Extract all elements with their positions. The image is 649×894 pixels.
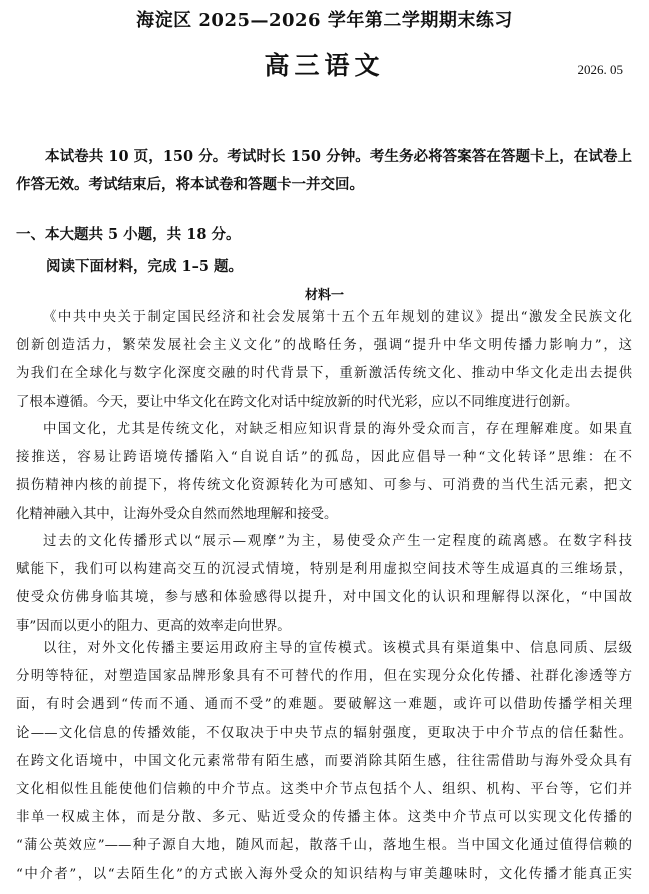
passage-line: 过去的文化传播形式以“展示—观摩”为主，易使受众产生一定程度的疏离感。在数字科技 xyxy=(43,534,632,549)
passage-line: 面，有时会遇到“传而不通、通而不受”的难题。要破解这一难题，或许可以借助传播学相关理 xyxy=(16,697,632,713)
passage-line: 为我们在全球化与数字化深度交融的时代背景下，重新激活传统文化、推动中华文化走出去提供 xyxy=(16,366,632,382)
exam-date: 2026. 05 xyxy=(577,62,623,77)
passage-line: 以往，对外文化传播主要运用政府主导的宣传模式。该模式具有渠道集中、信息同质、层级 xyxy=(43,641,632,656)
passage-line: 创新创造活力，繁荣发展社会主义文化”的战略任务，强调“提升中华文明传播力影响力”，这 xyxy=(16,338,632,354)
passage-line: 在跨文化语境中，中国文化元素常带有陌生感，而要消除其陌生感，往往需借助与海外受众具有 xyxy=(16,753,632,769)
passage-line: 损伤精神内核的前提下，将传统文化资源转化为可感知、可参与、可消费的当代生活元素，把文 xyxy=(16,478,632,494)
exam-instructions: 本试卷共 10 页，150 分。考试时长 150 分钟。考生务必将答案答在答题卡上，在试卷上作答无效。考试结束后，将本试卷和答题卡一并交回。 xyxy=(16,148,632,193)
passage-paragraph xyxy=(16,416,632,529)
passage-line: 了根本遵循。今天，要让中华文化在跨文化对话中绽放新的时代光彩，应以不同维度进行创新。 xyxy=(16,394,579,410)
passage-line: 事”因而以更小的阻力、更高的效率走向世界。 xyxy=(16,618,291,634)
passage-line: 使受众仿佛身临其境，参与感和体验感得以提升，对中国文化的认识和理解得以深化，“中国故 xyxy=(16,590,632,606)
passage-line: 论——文化信息的传播效能，不仅取决于中央节点的辐射强度，更取决于中介节点的信任黏性。 xyxy=(16,725,632,741)
passage-paragraph xyxy=(16,304,632,417)
passage-line: 中国文化，尤其是传统文化，对缺乏相应知识背景的海外受众而言，存在理解难度。如果直 xyxy=(43,422,632,437)
passage-line: 《中共中央关于制定国民经济和社会发展第十五个五年规划的建议》提出“激发全民族文化 xyxy=(43,310,632,325)
exam-title: 海淀区 2025—2026 学年第二学期期末练习 xyxy=(136,10,513,31)
passage-line: 赋能下，我们可以构建高交互的沉浸式情境，特别是利用虚拟空间技术等生成逼真的三维场景， xyxy=(16,562,632,578)
subject-title: 高三语文 xyxy=(264,51,385,80)
passage-line: 非单一权威主体，而是分散、多元、贴近受众的传播主体。这类中介节点可以实现文化传播的 xyxy=(16,810,632,826)
reading-instruction: 阅读下面材料，完成 1–5 题。 xyxy=(46,258,244,275)
section-heading: 一、本大题共 5 小题，共 18 分。 xyxy=(16,226,241,243)
passage-line: 化精神融入其中，让海外受众自然而然地理解和接受。 xyxy=(16,506,338,522)
passage-line: “蒲公英效应”——种子源自大地，随风而起，散落千山，落地生根。当中国文化通过值得信赖的 xyxy=(16,838,632,854)
passage-line: 文化相似性且能使他们信赖的中介节点。这类中介节点包括个人、组织、机构、平台等，它们并 xyxy=(16,781,632,797)
passage-line: 分明等特征，对塑造国家品牌形象具有不可替代的作用，但在实现分众化传播、社群化渗透等方 xyxy=(16,669,632,685)
passage-paragraph xyxy=(16,635,632,889)
material-title: 材料一 xyxy=(304,288,344,303)
passage-line: 接推送，容易让跨语境传播陷入“自说自话”的孤岛，因此应倡导一种“文化转译”思维：在不 xyxy=(16,450,632,466)
passage-paragraph xyxy=(16,528,632,641)
passage-line: “中介者”，以“去陌生化”的方式嵌入海外受众的知识结构与审美趣味时，文化传播才能真正实 xyxy=(16,866,632,882)
